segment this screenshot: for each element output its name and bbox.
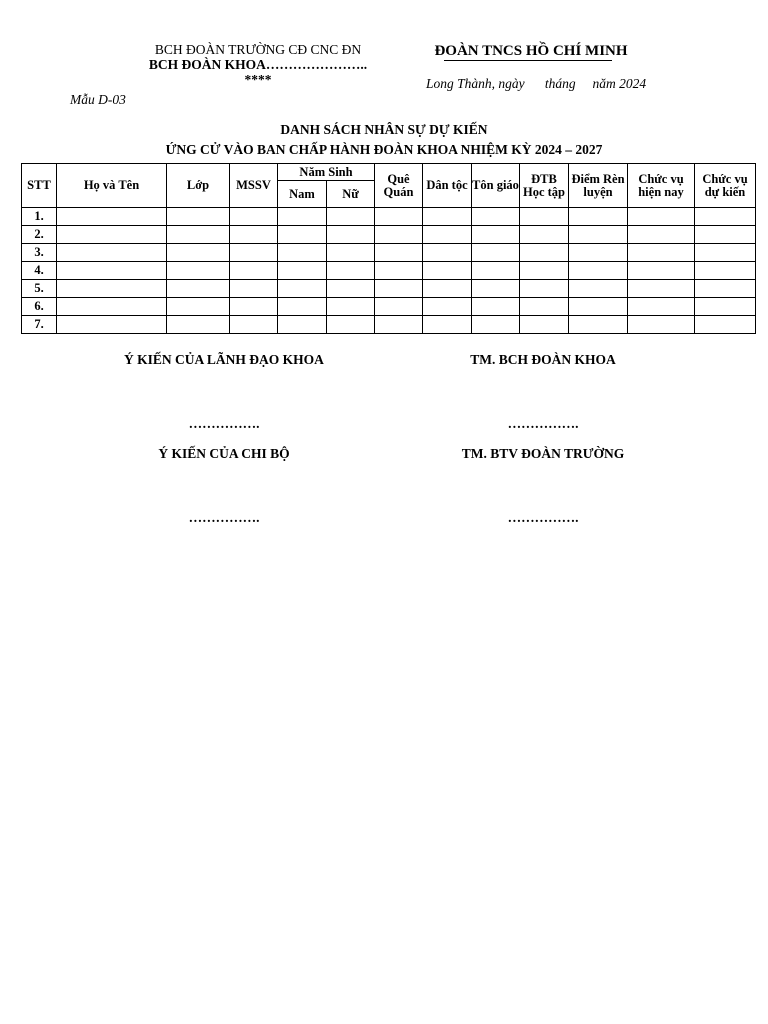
table-cell [327, 280, 375, 298]
col-male: Nam [278, 181, 327, 208]
table-cell [167, 226, 230, 244]
table-row [22, 316, 756, 334]
table-cell [569, 316, 628, 334]
table-cell [569, 244, 628, 262]
table-cell [423, 208, 472, 226]
table-cell [230, 262, 278, 280]
table-cell [695, 280, 756, 298]
table-body [22, 208, 756, 334]
table-cell [278, 226, 327, 244]
table-cell [375, 280, 423, 298]
table-cell [167, 316, 230, 334]
table-cell [57, 208, 167, 226]
table-cell [695, 208, 756, 226]
table-row [22, 226, 756, 244]
union-title-underline [444, 60, 612, 61]
school-union-committee: BCH ĐOÀN TRƯỜNG CĐ CNC ĐN [154, 42, 362, 57]
table-cell [278, 280, 327, 298]
row-number: 5. [22, 280, 57, 298]
table-cell [628, 208, 695, 226]
table-cell [327, 298, 375, 316]
table-cell [520, 226, 569, 244]
table-cell [230, 226, 278, 244]
table-cell [57, 298, 167, 316]
table-cell [520, 298, 569, 316]
table-cell [520, 244, 569, 262]
table-cell [472, 262, 520, 280]
table-cell [327, 244, 375, 262]
table-cell [472, 298, 520, 316]
table-cell [520, 280, 569, 298]
table-cell [569, 226, 628, 244]
table-cell [695, 316, 756, 334]
table-cell [569, 280, 628, 298]
faculty-union-committee: BCH ĐOÀN KHOA………………….. [148, 57, 368, 72]
table-cell [230, 280, 278, 298]
col-ethnicity: Dân tộc [423, 164, 472, 208]
table-cell [167, 244, 230, 262]
table-cell [423, 316, 472, 334]
col-class: Lớp [167, 164, 230, 208]
table-cell [375, 226, 423, 244]
table-cell [375, 316, 423, 334]
col-stt: STT [22, 164, 57, 208]
table-cell [327, 226, 375, 244]
col-conduct: Điểm Rèn luyện [569, 164, 628, 208]
school-union-signature: TM. BTV ĐOÀN TRƯỜNG [461, 446, 625, 461]
document-title: DANH SÁCH NHÂN SỰ DỰ KIẾN [280, 122, 488, 137]
table-cell [472, 316, 520, 334]
table-cell [278, 244, 327, 262]
row-number: 6. [22, 298, 57, 316]
table-cell [375, 298, 423, 316]
table-cell [278, 298, 327, 316]
table-row [22, 262, 756, 280]
place-date: Long Thành, ngày tháng năm 2024 [426, 76, 647, 91]
col-religion: Tôn giáo [472, 164, 520, 208]
header-right-block [426, 43, 636, 60]
row-number: 3. [22, 244, 57, 262]
row-number: 7. [22, 316, 57, 334]
table-cell [230, 244, 278, 262]
table-cell [628, 262, 695, 280]
table-cell [327, 208, 375, 226]
table-cell [628, 316, 695, 334]
table-cell [423, 244, 472, 262]
table-cell [375, 244, 423, 262]
party-cell-signature-dots: ……………. [188, 510, 260, 525]
school-union-signature-dots: ……………. [507, 510, 579, 525]
col-female: Nữ [327, 181, 375, 208]
table-cell [327, 316, 375, 334]
candidate-table [21, 163, 756, 334]
row-number: 1. [22, 208, 57, 226]
table-cell [472, 208, 520, 226]
table-cell [57, 226, 167, 244]
col-student-id: MSSV [230, 164, 278, 208]
table-header-row [22, 164, 756, 181]
table-cell [423, 298, 472, 316]
table-cell [695, 298, 756, 316]
table-cell [628, 298, 695, 316]
table-cell [230, 316, 278, 334]
col-expected-position: Chức vụ dự kiến [695, 164, 756, 208]
col-current-position: Chức vụ hiện nay [628, 164, 695, 208]
table-row [22, 244, 756, 262]
faculty-leader-signature-dots: ……………. [188, 416, 260, 431]
table-cell [327, 262, 375, 280]
col-birth-year: Năm Sinh [278, 164, 375, 181]
table-cell [569, 208, 628, 226]
table-cell [520, 262, 569, 280]
table-cell [472, 280, 520, 298]
table-cell [628, 226, 695, 244]
row-number: 2. [22, 226, 57, 244]
table-cell [375, 262, 423, 280]
table-cell [57, 262, 167, 280]
table-cell [472, 226, 520, 244]
table-cell [57, 280, 167, 298]
table-cell [569, 298, 628, 316]
table-cell [278, 208, 327, 226]
document-subtitle: ỨNG CỬ VÀO BAN CHẤP HÀNH ĐOÀN KHOA NHIỆM KỲ 2024 – 2027 [165, 142, 603, 157]
col-hometown: Quê Quán [375, 164, 423, 208]
table-cell [423, 262, 472, 280]
header-stars: **** [244, 72, 272, 87]
col-name: Họ và Tên [57, 164, 167, 208]
table-cell [57, 316, 167, 334]
table-cell [628, 244, 695, 262]
table-row [22, 280, 756, 298]
faculty-union-signature-dots: ……………. [507, 416, 579, 431]
table-cell [520, 208, 569, 226]
table-cell [423, 226, 472, 244]
table-cell [695, 226, 756, 244]
table-cell [230, 208, 278, 226]
table-cell [375, 208, 423, 226]
table-cell [167, 208, 230, 226]
col-gpa: ĐTB Học tập [520, 164, 569, 208]
table-cell [628, 280, 695, 298]
party-cell-opinion: Ý KIẾN CỦA CHI BỘ [158, 446, 290, 461]
table-cell [57, 244, 167, 262]
row-number: 4. [22, 262, 57, 280]
table-cell [167, 262, 230, 280]
table-cell [167, 298, 230, 316]
form-code: Mẫu D-03 [70, 92, 126, 107]
table-cell [278, 316, 327, 334]
faculty-leader-opinion: Ý KIẾN CỦA LÃNH ĐẠO KHOA [124, 352, 324, 367]
table-cell [695, 262, 756, 280]
table-row [22, 208, 756, 226]
table-cell [520, 316, 569, 334]
union-title: ĐOÀN TNCS HỒ CHÍ MINH [434, 43, 628, 59]
table-cell [278, 262, 327, 280]
table-row [22, 298, 756, 316]
table-cell [167, 280, 230, 298]
faculty-union-signature: TM. BCH ĐOÀN KHOA [470, 352, 616, 367]
header-left-block [138, 42, 378, 87]
table-cell [569, 262, 628, 280]
table-cell [423, 280, 472, 298]
table-cell [695, 244, 756, 262]
table-cell [472, 244, 520, 262]
table-cell [230, 298, 278, 316]
